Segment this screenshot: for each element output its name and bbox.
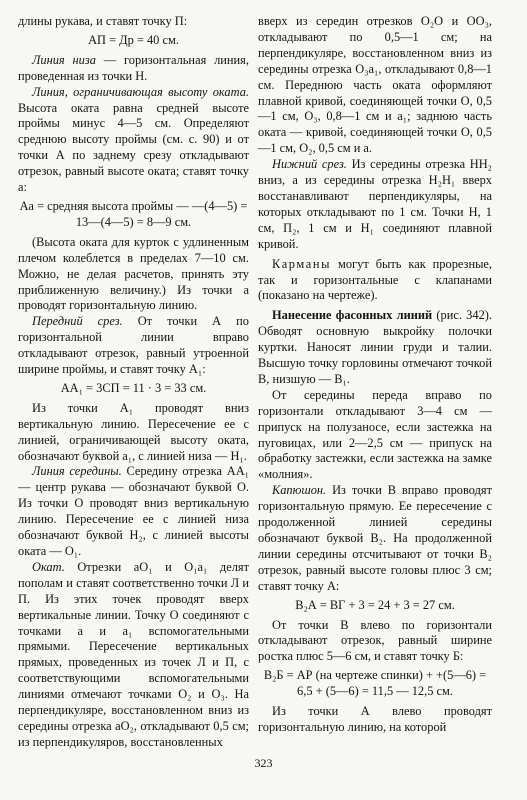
paragraph: (Высота оката для курток с удлиненным плечом колеблется в пределах 7—10 см. Можно, не делая расчетов, принять эту приближенную величину.) Из точки а проводят горизонтальную линию.	[18, 234, 249, 313]
paragraph-text: Из середины отрезка НН₂ вниз, а из середины отрезка Н₂Н₁ вверх восстанавливают перпендикуляры, на которых откладывают по 1 см. Точки Н, 1 см, П₂, 1 см и Н₁ соединяют плавной кривой.	[258, 157, 492, 251]
paragraph	[18, 560, 249, 751]
paragraph: От точки В влево по горизонтали откладывают отрезок, равный ширине ростка плюс 5—6 см, и ставят точку Б:	[258, 617, 492, 664]
paragraph	[258, 257, 492, 305]
section-heading: Нижний срез.	[272, 157, 347, 172]
formula: В₂Б = АР (на чертеже спинки) + +(5—6) = 6,5 + (5—6) = 11,5 — 12,5 см.	[263, 668, 487, 699]
section-heading: Карманы	[272, 256, 332, 271]
left-column	[18, 14, 249, 751]
paragraph: От середины переда вправо по горизонтали откладывают 3—4 см — припуск на полузаносе, если застежка на пуговицах, или 2—2,5 см — припуск на обработку застежки, если застежка на замке «молния».	[258, 387, 492, 482]
page-number: 323	[254, 756, 273, 770]
paragraph-text: Высота оката равна средней высоте проймы минус 4—5 см. Определяют среднюю высоту проймы (см. с. 90) и от точки А по заднему срезу откладывают отрезок, равный высоте оката; ставят точку а:	[18, 100, 249, 195]
section-heading: Линия середины.	[32, 464, 122, 479]
paragraph-text: могут быть как прорезные, так и горизонтальные с клапанами (показано на чертеже).	[258, 256, 492, 303]
section-heading: Капюшон.	[272, 483, 327, 498]
section-heading: Линия, ограничивающая высоту оката.	[32, 84, 249, 99]
paragraph	[258, 483, 492, 594]
formula: В₂А = ВГ + 3 = 24 + 3 = 27 см.	[295, 597, 455, 612]
paragraph-text: — горизонтальная линия, проведенная из точки Н.	[18, 52, 249, 83]
paragraph	[18, 314, 249, 378]
paragraph	[18, 85, 249, 196]
formula: АА₁ = 3СП = 11 · 3 = 33 см.	[60, 380, 207, 395]
paragraph-text: Из точки В вправо проводят горизонтальную прямую. Ее пересечение с продолженной линией середины обозначают буквой В₂. На продолженной линии середины отсчитывают от точки В₂ отрезок, равный высоте головы плюс 3 см; ставят точку А:	[258, 483, 492, 593]
paragraph	[258, 157, 492, 252]
paragraph	[18, 464, 249, 559]
paragraph: Из точки А₁ проводят вниз вертикальную линию. Пересечение ее с линией, ограничивающей высоту оката, обозначают буквой а₁, с линией низа — Н₁.	[18, 400, 249, 463]
formula: АП = Др = 40 см.	[88, 32, 179, 47]
paragraph	[258, 308, 492, 388]
section-heading: Передний срез.	[32, 314, 123, 329]
paragraph-text: Середину отрезка АА₁ — центр рукава — обозначают буквой О. Из точки О проводят вниз вертикальную линию. Пересечение ее с линией низа обозначают буквой Н₂, с линией высоты оката — О₁.	[18, 464, 249, 558]
paragraph-text: (рис. 342). Обводят основную выкройку полочки куртки. Наносят линии груди и талии. Высшую точку горловины отмечают точкой В, низшую — В₁.	[258, 308, 492, 386]
section-heading: Окат.	[32, 559, 65, 574]
paragraph-text: От точки А по горизонтальной линии вправо откладывают отрезок, равный утроенной ширине проймы, и ставят точку А₁:	[18, 314, 249, 377]
formula: Аа = средняя высота проймы — —(4—5) = 13—(4—5) = 8—9 см.	[19, 198, 248, 229]
paragraph: вверх из середин отрезков О₂О и ОО₃, откладывают по 0,5—1 см; на перпендикуляре, восстановленном вниз из середины отрезка О₃а₁, откладывают 0,8—1 см. Переднюю часть оката оформляют плавной кривой, соединяющей точки О, 0,5—1 см, О₃, 0,8—1 см и а₁; заднюю часть оката — кривой, соединяющей точки О, 0,5—1 см, О₂, 0,5 см и а.	[258, 14, 492, 156]
right-column	[258, 14, 492, 736]
paragraph: длины рукава, и ставят точку П:	[18, 14, 188, 28]
paragraph	[18, 53, 249, 85]
section-heading: Нанесение фасонных линий	[272, 308, 433, 323]
paragraph: Из точки А влево проводят горизонтальную линию, на которой	[258, 704, 492, 734]
paragraph-text: Отрезки аО₁ и О₁а₁ делят пополам и ставят соответственно точки Л и П. Из этих точек проводят вверх вертикальные линии. Точку О соединяют с точками а и а₁ вспомогательными прямыми. Пересечение вертикальных прямых, проведенных из точек Л и П, с соответствующими вспомогательными линиями отмечают точками О₂ и О₃. На перпендикуляре, восстановленном вниз из середины отрезка аО₂, откладывают 0,5 см; из перпендикуляров, восстановленных	[18, 559, 249, 749]
section-heading: Линия низа	[32, 52, 96, 67]
